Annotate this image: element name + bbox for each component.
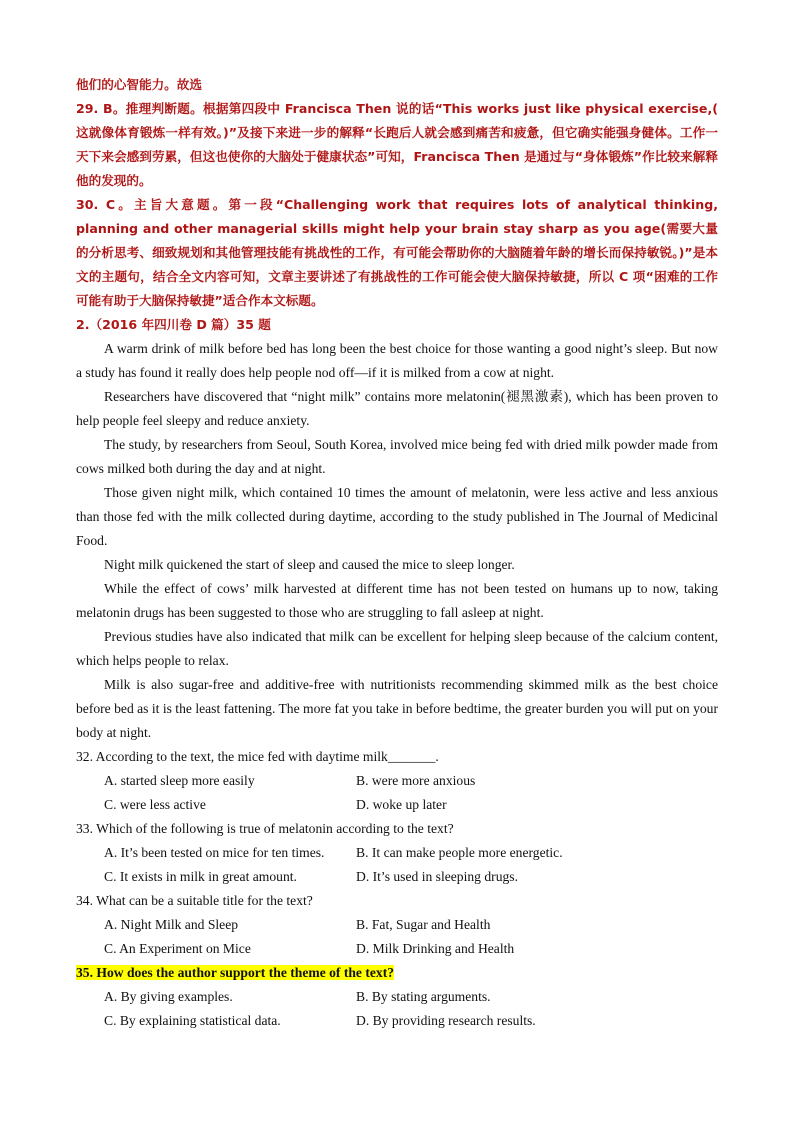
reading-passage — [76, 337, 718, 745]
answer-29-explanation: 29. B。推理判断题。根据第四段中 Francisca Then 说的话“This works just like physical exercise,( 这就像体育锻炼一样有效。)”及接下来进一步的解释“长跑后人就会感到痛苦和疲惫，但它确实能强身健体。工作一天下来会感到劳累，但这也使你的大脑处于健康状态”可知，Francisca Then 是通过与“身体锻炼”作比较来解释他的发现的。 — [76, 101, 718, 188]
passage-paragraph: A warm drink of milk before bed has long been the best choice for those wanting a good night’s sleep. But now a study has found it really does help people nod off—if it is milked from a cow at night. — [76, 341, 718, 380]
option-a: A. It’s been tested on mice for ten times. — [104, 845, 325, 860]
option-b: B. It can make people more energetic. — [356, 845, 563, 860]
question-32 — [76, 745, 718, 817]
option-a: A. Night Milk and Sleep — [104, 917, 239, 932]
passage-paragraph: Milk is also sugar-free and additive-free with nutritionists recommending skimmed milk as the best choice before bed as it is the least fattening. The more fat you take in before bedtime, the greater burden you will put on your body at night. — [76, 677, 718, 740]
question-stem-highlighted — [76, 961, 718, 985]
passage-paragraph: Night milk quickened the start of sleep and caused the mice to sleep longer. — [104, 557, 515, 572]
question-33 — [76, 817, 718, 889]
option-c: C. By explaining statistical data. — [104, 1013, 281, 1028]
answer-fragment: 他们的心智能力。故选 — [76, 77, 202, 92]
option-b: B. Fat, Sugar and Health — [356, 917, 491, 932]
question-stem: 34. What can be a suitable title for the text? — [76, 893, 313, 908]
question-35 — [76, 961, 718, 1033]
option-c: C. An Experiment on Mice — [104, 941, 251, 956]
option-b: B. By stating arguments. — [356, 989, 491, 1004]
passage-paragraph: Previous studies have also indicated that milk can be excellent for helping sleep because of the calcium content, which helps people to relax. — [76, 629, 718, 668]
option-list — [76, 769, 718, 817]
question-stem: 32. According to the text, the mice fed with daytime milk_______. — [76, 749, 439, 764]
passage-paragraph: The study, by researchers from Seoul, South Korea, involved mice being fed with dried milk powder made from cows milked both during the day and at night. — [76, 437, 718, 476]
option-list — [76, 841, 718, 889]
question-34 — [76, 889, 718, 961]
option-c: C. It exists in milk in great amount. — [104, 869, 297, 884]
passage-paragraph: Those given night milk, which contained 10 times the amount of melatonin, were less active and less anxious than those fed with the milk collected during daytime, according to the study published in The Journal of Medicinal Food. — [76, 485, 718, 548]
option-a: A. By giving examples. — [104, 989, 233, 1004]
option-d: D. By providing research results. — [356, 1013, 536, 1028]
passage-paragraph: While the effect of cows’ milk harvested at different time has not been tested on humans up to now, taking melatonin drugs has been suggested to those who are struggling to fall asleep at night. — [76, 581, 718, 620]
question-stem: 33. Which of the following is true of melatonin according to the text? — [76, 821, 454, 836]
option-d: D. It’s used in sleeping drugs. — [356, 869, 518, 884]
option-list — [76, 985, 718, 1033]
option-list — [76, 913, 718, 961]
option-a: A. started sleep more easily — [104, 773, 255, 788]
answer-30-explanation: 30. C。主旨大意题。第一段“Challenging work that requires lots of analytical thinking, planning and other managerial skills might help your brain stay sharp as you age(需要大量的分析思考、细致规划和其他管理技能有挑战性的工作，有可能会帮助你的大脑随着年龄的增长而保持敏锐。)”是本文的主题句，结合全文内容可知，文章主要讲述了有挑战性的工作可能会使大脑保持敏捷，所以 C 项“困难的工作可能有助于大脑保持敏捷”适合作本文标题。 — [76, 197, 718, 308]
highlight-mark: 35. How does the author support the theme of the text? — [76, 965, 395, 980]
source-heading: 2.（2016 年四川卷 D 篇）35 题 — [76, 317, 271, 332]
option-b: B. were more anxious — [356, 773, 476, 788]
passage-paragraph: Researchers have discovered that “night milk” contains more melatonin(褪黑激素), which has been proven to help people feel sleepy and reduce anxiety. — [76, 389, 718, 428]
option-c: C. were less active — [104, 797, 206, 812]
option-d: D. Milk Drinking and Health — [356, 941, 515, 956]
option-d: D. woke up later — [356, 797, 447, 812]
